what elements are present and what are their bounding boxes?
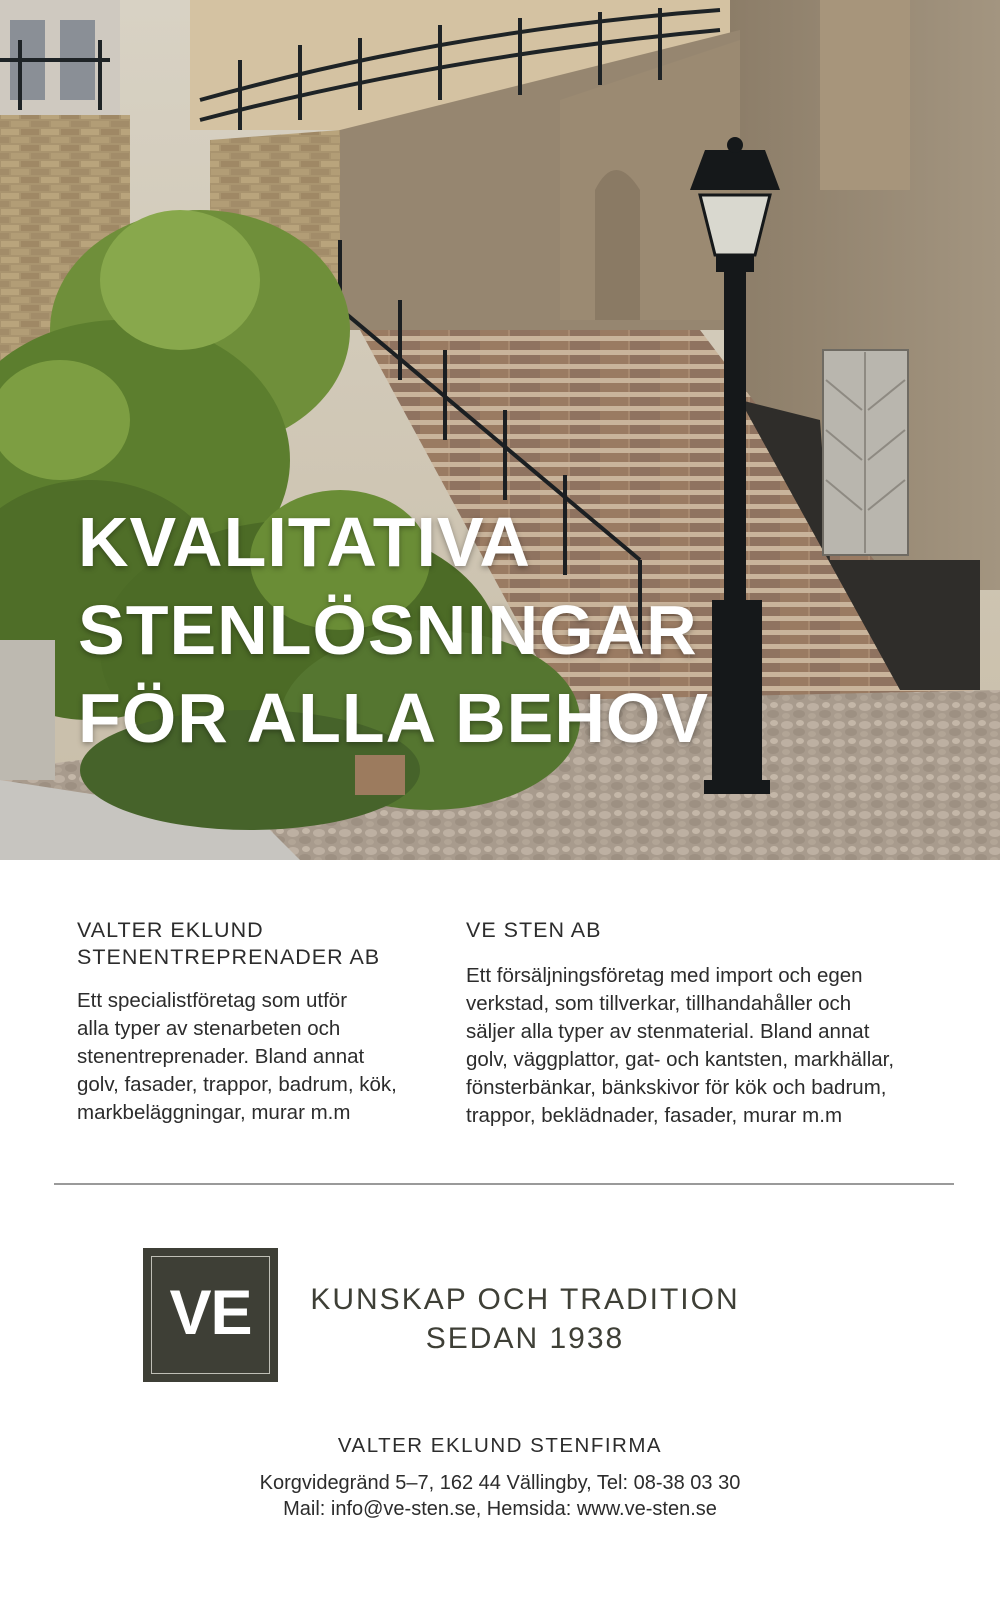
- footer-company-name: VALTER EKLUND STENFIRMA: [337, 1434, 663, 1457]
- footer-address: Korgvidegränd 5–7, 162 44 Vällingby, Tel: 08-38 03 30: [259, 1472, 741, 1494]
- section-divider: [54, 1183, 954, 1185]
- description-line: trappor, beklädnader, fasader, murar m.m: [466, 1104, 843, 1127]
- hero-headline-line-1: KVALITATIVA: [78, 503, 531, 581]
- tagline-line: SEDAN 1938: [425, 1322, 625, 1355]
- ve-logo: [143, 1248, 278, 1382]
- hero-headline: [78, 498, 709, 762]
- company-description: [466, 962, 946, 1130]
- description-line: Ett specialistföretag som utför: [77, 989, 348, 1012]
- logo-text: VE: [169, 1278, 252, 1348]
- footer-contact: Mail: info@ve-sten.se, Hemsida: www.ve-sten.se: [283, 1498, 717, 1520]
- description-line: golv, fasader, trappor, badrum, kök,: [77, 1073, 397, 1096]
- company-name-line: VE STEN AB: [466, 918, 602, 942]
- company-name-line: STENENTREPRENADER AB: [77, 945, 381, 969]
- hero-headline-line-2: STENLÖSNINGAR: [78, 591, 698, 669]
- description-line: markbeläggningar, murar m.m: [77, 1101, 351, 1124]
- company-name-line: VALTER EKLUND: [77, 918, 264, 942]
- tagline-line: KUNSKAP OCH TRADITION: [310, 1283, 740, 1316]
- description-line: alla typer av stenarbeten och: [77, 1017, 341, 1040]
- company-description: [77, 987, 437, 1127]
- description-line: golv, väggplattor, gat- och kantsten, markhällar,: [466, 1048, 895, 1071]
- description-line: säljer alla typer av stenmaterial. Bland annat: [466, 1020, 870, 1043]
- description-line: Ett försäljningsföretag med import och egen: [466, 964, 863, 987]
- company-column-stenentreprenader: [77, 917, 437, 1127]
- company-name: [466, 917, 946, 944]
- description-line: verkstad, som tillverkar, tillhandahåller och: [466, 992, 852, 1015]
- company-name: [77, 917, 437, 971]
- hero-headline-line-3: FÖR ALLA BEHOV: [78, 679, 710, 757]
- description-line: fönsterbänkar, bänkskivor för kök och badrum,: [466, 1076, 887, 1099]
- tagline: [300, 1280, 750, 1358]
- description-line: stenentreprenader. Bland annat: [77, 1045, 365, 1068]
- company-column-ve-sten: [466, 917, 946, 1130]
